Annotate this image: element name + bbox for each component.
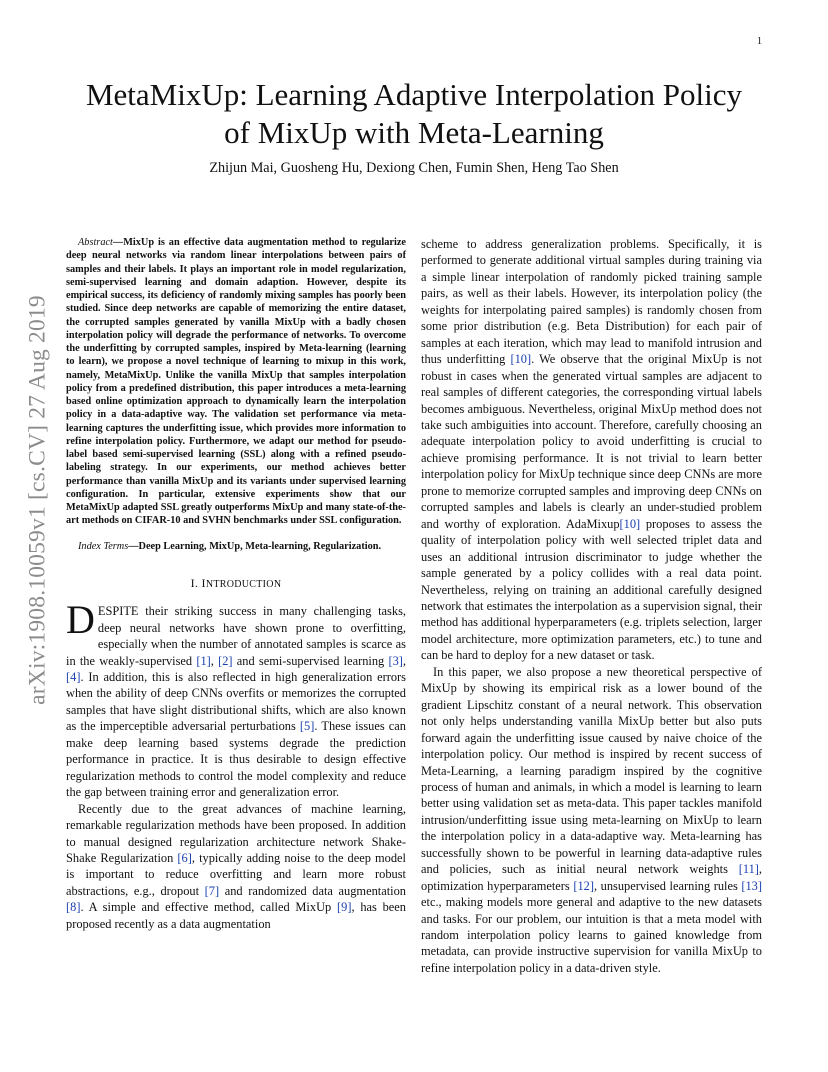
citation-link[interactable]: [12] (573, 878, 594, 893)
intro-paragraph-2-continued (421, 236, 762, 664)
text-run: , has been proposed recently as a data augmentation (66, 900, 407, 931)
citation-link[interactable]: [10] (510, 352, 532, 367)
text-run: . In addition, this is also reflected in high generalization errors when the ability of deep CNNs overfits or memorizes the corrupted samples that have slight distributional shifts, which are also known as the imperceptible adversarial perturbations (66, 670, 406, 734)
index-terms-label: Index Terms (78, 540, 129, 552)
text-run: their striking success in many challenging tasks, deep neural networks have shown prone to overfitting, especially when the number of annotated samples is scarce as in the weakly-supervised (66, 604, 406, 668)
text-run: . These issues can make deep learning based systems degrade the prediction performance in practice. It is thus desirable to design effective regularization methods to control the model complexity and reduce the gap between training error and generalization error. (66, 719, 406, 800)
text-run: and randomized data augmentation (219, 883, 406, 898)
section-heading-introduction (66, 575, 406, 593)
page-number: 1 (757, 36, 762, 47)
citation-link[interactable]: [3] (388, 653, 403, 668)
text-run: , typically adding noise to the deep model is important to reduce overfitting and learn more robust abstractions, e.g., dropout (66, 851, 407, 898)
text-run: , (402, 653, 406, 668)
text-run: , unsupervised learning rules (593, 878, 742, 893)
citation-link[interactable]: [1] (196, 653, 211, 668)
citation-link[interactable]: [8] (66, 900, 81, 915)
citation-link[interactable]: [11] (738, 862, 759, 877)
intro-paragraph-3 (421, 664, 762, 977)
section-initial: I (201, 575, 206, 590)
citation-link[interactable]: [10] (619, 516, 641, 531)
intro-paragraph-2 (66, 801, 406, 933)
paper-title (0, 76, 828, 152)
text-run: In this paper, we also propose a new theoretical perspective of MixUp by showing its empirical risk as a lower bound of the gradient Lipschitz constant of a neural network. This observation not only helps understanding vanilla MixUp better but also puts forward again the underfitting issue caused by naive choice of the interpolation policy. Our method is inspired by recent success of Meta-Learning, a learning paradigm inspired by the cognitive process of human and animals, in which a model is learning to learn better using validation set as meta-data. This paper tackles manifold intrusion/underfitting issue using meta-learning on MixUp to learn the interpolation policy in a data-adaptive way. Meta-learning has successfully shown to be powerful in learning data-adaptive rules and policies, such as initial neural network weights (421, 664, 762, 877)
section-numeral: I. (190, 575, 202, 590)
text-run: scheme to address generalization problems. Specifically, it is performed to generate additional virtual samples during training via a simple linear interpolation of randomly picked training sample pairs, as well as their labels. However, its interpolation policy (the weights for interpolating paired samples) is randomly chosen from some prior distribution (e.g. Beta Distribution) for each pair of samples at each iteration, which may lead to manifold intrusion and thus underfitting (421, 237, 762, 367)
section-title-rest: NTRODUCTION (205, 578, 282, 590)
right-column (421, 236, 762, 976)
citation-link[interactable]: [4] (66, 670, 81, 685)
abstract (66, 236, 406, 528)
index-terms-text: —Deep Learning, MixUp, Meta-learning, Regularization. (128, 540, 382, 552)
left-column (66, 236, 406, 932)
arxiv-identifier[interactable]: arXiv:1908.10059v1 [cs.CV] 27 Aug 2019 (24, 295, 51, 705)
text-run: Recently due to the great advances of machine learning, remarkable regularization methods have been proposed. In addition to manual designed regularization architecture network Shake-Shake Regularization (66, 801, 406, 865)
text-run: proposes to assess the quality of interpolation policy with well selected triplet data and uses an additional intrusion discriminator to judge whether the sample generated by a policy collides with a real data point. Nevertheless, relying on training an additional carefully designed network that estimates the interpolation as a supervision signal, their method has additional hyperparameters (e.g. triplets selection, larger model architecture, more optimization parameters, etc.) to tune and can be hard to deploy for a new dataset or task. (421, 516, 762, 663)
text-run: , optimization hyperparameters (421, 862, 762, 893)
citation-link[interactable]: [9] (337, 900, 352, 915)
citation-link[interactable]: [7] (204, 883, 220, 898)
text-run: , (210, 653, 219, 668)
title-line-2: of MixUp with Meta-Learning (224, 115, 604, 150)
citation-link[interactable]: [2] (218, 653, 233, 668)
intro-paragraph-1 (66, 597, 406, 800)
abstract-text: —MixUp is an effective data augmentation method to regularize deep neural networks via random linear interpolations between pairs of samples and their labels. It plays an important role in model regularization, semi-supervised learning and domain adaption. However, despite its empirical success, its deficiency of randomly mixing samples has poorly been studied. Since deep networks are capable of memorizing the entire dataset, the corrupted samples generated by vanilla MixUp with a badly chosen interpolation policy will degrade the performance of networks. To overcome the underfitting by corrupted samples, inspired by Meta-learning (learning to learn), we propose a novel technique of learning to mixup in this work, namely, MetaMixUp. Unlike the vanilla MixUp that samples interpolation policy from a predefined distribution, this paper introduces a meta-learning based online optimization approach to dynamically learn the interpolation policy in a data-adaptive way. The validation set performance via meta-learning captures the underfitting issue, which provides more information to refine interpolation policy. Furthermore, we adapt our method for pseudo-label based semi-supervised learning (SSL) along with a refined pseudo-labeling strategy. In our experiments, our method achieves better performance than vanilla MixUp and its variants under supervised learning configuration. In particular, extensive experiments show that our MetaMixUp adapted SSL greatly outperforms MixUp and many state-of-the-art methods on CIFAR-10 and SVHN benchmarks under SSL configuration. (66, 237, 406, 527)
index-terms (66, 540, 406, 553)
citation-link[interactable]: [6] (177, 851, 192, 865)
abstract-label: Abstract (78, 237, 113, 248)
text-run: and semi-supervised learning (232, 653, 389, 668)
title-line-1: MetaMixUp: Learning Adaptive Interpolation Policy (85, 77, 743, 112)
drop-cap: D (66, 597, 95, 643)
text-run: etc., making models more general and adaptive to the new datasets and tasks. For our problem, our intuition is that a meta model with random interpolation policy learns to gained knowledge from metadata, can provide instructive supervision for vanilla MixUp to refine interpolation policy in a data-driven style. (421, 895, 762, 975)
author-list: Zhijun Mai, Guosheng Hu, Dexiong Chen, Fumin Shen, Heng Tao Shen (209, 160, 619, 176)
citation-link[interactable]: [5] (299, 719, 315, 734)
text-run: . We observe that the original MixUp is not robust in cases when the generated virtual samples are adjacent to real samples of different categories, the corresponding virtual labels becomes ambiguous. Nevertheless, original MixUp method does not take such ambiguities into account. Therefore, carefully choosing an adequate interpolation policy to avoid underfitting is crucial to achieve promising performance. It is not trivial to learn better interpolation policy for MixUp technique since deep CNNs are more prone to memorize corrupted samples and improving deep CNNs on corrupted samples and labels is clearly an under-studied problem and worthy of exploration. AdaMixup (421, 352, 762, 531)
drop-cap-rest: ESPITE (97, 604, 139, 619)
text-run: . A simple and effective method, called MixUp (80, 900, 337, 915)
citation-link[interactable]: [13] (741, 878, 763, 893)
